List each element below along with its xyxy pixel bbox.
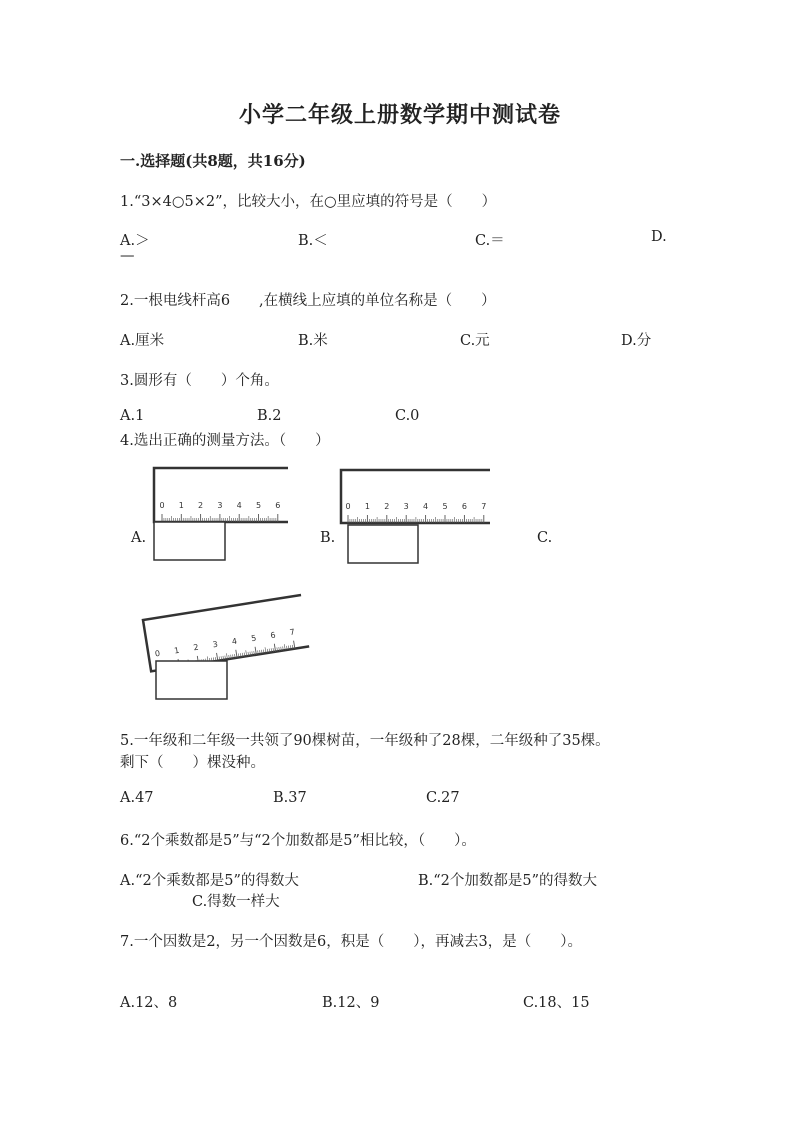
figure-ruler-b bbox=[336, 465, 492, 565]
q3-option-b[interactable]: B.2 bbox=[257, 408, 282, 424]
section-heading: 一.选择题(共8题，共16分) bbox=[120, 152, 306, 170]
ruler-tick-label: 1 bbox=[173, 645, 180, 656]
q6-option-b[interactable]: B.“2个加数都是5”的得数大 bbox=[418, 873, 598, 889]
ruler-tick-label: 7 bbox=[289, 627, 296, 638]
page-title: 小学二年级上册数学期中测试卷 bbox=[238, 102, 561, 128]
ruler-tick-label: 5 bbox=[250, 633, 257, 644]
q4-option-b[interactable]: B. bbox=[320, 530, 336, 546]
question-6-stem: 6.“2个乘数都是5”与“2个加数都是5”相比较，（ ）。 bbox=[120, 833, 476, 849]
question-1-stem: 1.“3×4○5×2”，比较大小，在○里应填的符号是（ ） bbox=[120, 194, 497, 210]
ruler-tick-label: 1 bbox=[178, 501, 184, 510]
ruler-c-outline bbox=[143, 595, 309, 671]
ruler-tick-label: 2 bbox=[198, 501, 204, 510]
ruler-tick-label: 7 bbox=[481, 502, 487, 511]
q1-option-c[interactable]: C.＝ bbox=[475, 233, 505, 249]
q1-option-d[interactable]: D. bbox=[651, 229, 667, 245]
ruler-tick-label: 3 bbox=[217, 501, 223, 510]
ruler-tick-label: 3 bbox=[212, 639, 219, 650]
question-5-stem-line2: 剩下（ ）棵没种。 bbox=[120, 755, 265, 771]
question-2-stem: 2.一根电线杆高6 ,在横线上应填的单位名称是（ ） bbox=[120, 293, 496, 309]
q1-option-d-value: — bbox=[120, 248, 135, 264]
q7-option-c[interactable]: C.18、15 bbox=[523, 995, 590, 1011]
figure-ruler-c bbox=[135, 590, 310, 705]
ruler-tick-label: 4 bbox=[231, 636, 238, 647]
ruler-tick-label: 0 bbox=[159, 501, 165, 510]
ruler-tick-label: 6 bbox=[275, 501, 281, 510]
ruler-tick-label: 1 bbox=[364, 502, 370, 511]
q2-option-c[interactable]: C.元 bbox=[460, 333, 490, 349]
q7-option-a[interactable]: A.12、8 bbox=[120, 995, 178, 1011]
q5-option-c[interactable]: C.27 bbox=[426, 790, 460, 806]
ruler-tick-label: 2 bbox=[192, 642, 200, 653]
q4-option-a[interactable]: A. bbox=[131, 530, 147, 546]
question-4-stem: 4.选出正确的测量方法。（ ） bbox=[120, 433, 330, 449]
q2-option-a[interactable]: A.厘米 bbox=[120, 333, 165, 349]
ruler-tick bbox=[255, 647, 256, 655]
ruler-tick-label: 5 bbox=[442, 502, 448, 511]
ruler-tick bbox=[236, 650, 237, 658]
ruler-tick-label: 4 bbox=[236, 501, 242, 510]
ruler-tick-label: 0 bbox=[345, 502, 351, 511]
q6-option-c[interactable]: C.得数一样大 bbox=[192, 894, 280, 910]
figure-ruler-a bbox=[148, 462, 288, 564]
ruler-tick-label: 4 bbox=[423, 502, 429, 511]
ruler-tick-label: 6 bbox=[269, 630, 277, 641]
ruler-tick bbox=[217, 653, 218, 661]
ruler-tick bbox=[274, 644, 275, 652]
q3-option-c[interactable]: C.0 bbox=[395, 408, 420, 424]
q2-option-d[interactable]: D.分 bbox=[621, 333, 652, 349]
q5-option-b[interactable]: B.37 bbox=[273, 790, 307, 806]
q5-option-a[interactable]: A.47 bbox=[120, 790, 154, 806]
question-5-stem-line1: 5.一年级和二年级一共领了90棵树苗，一年级种了28棵，二年级种了35棵。 bbox=[120, 733, 610, 749]
measured-rectangle-a bbox=[154, 522, 225, 560]
q4-option-c[interactable]: C. bbox=[537, 530, 553, 546]
question-3-stem: 3.圆形有（ ）个角。 bbox=[120, 373, 279, 389]
q1-option-a[interactable]: A.＞ bbox=[120, 233, 150, 249]
q3-option-a[interactable]: A.1 bbox=[120, 408, 145, 424]
ruler-tick-label: 0 bbox=[154, 648, 161, 659]
ruler-b-outline bbox=[341, 470, 490, 523]
question-7-stem: 7.一个因数是2，另一个因数是6，积是（ ），再减去3，是（ ）。 bbox=[120, 934, 583, 950]
ruler-tick bbox=[294, 641, 295, 649]
q2-option-b[interactable]: B.米 bbox=[298, 333, 328, 349]
q7-option-b[interactable]: B.12、9 bbox=[322, 995, 380, 1011]
measured-rectangle-b bbox=[348, 525, 418, 563]
ruler-tick-label: 6 bbox=[461, 502, 467, 511]
ruler-tick-label: 3 bbox=[403, 502, 409, 511]
q1-option-b[interactable]: B.＜ bbox=[298, 233, 328, 249]
ruler-tick-label: 2 bbox=[384, 502, 390, 511]
ruler-a-outline bbox=[154, 468, 288, 522]
measured-rectangle-c bbox=[156, 661, 227, 699]
q6-option-a[interactable]: A.“2个乘数都是5”的得数大 bbox=[120, 873, 299, 889]
ruler-tick-label: 5 bbox=[255, 501, 262, 510]
